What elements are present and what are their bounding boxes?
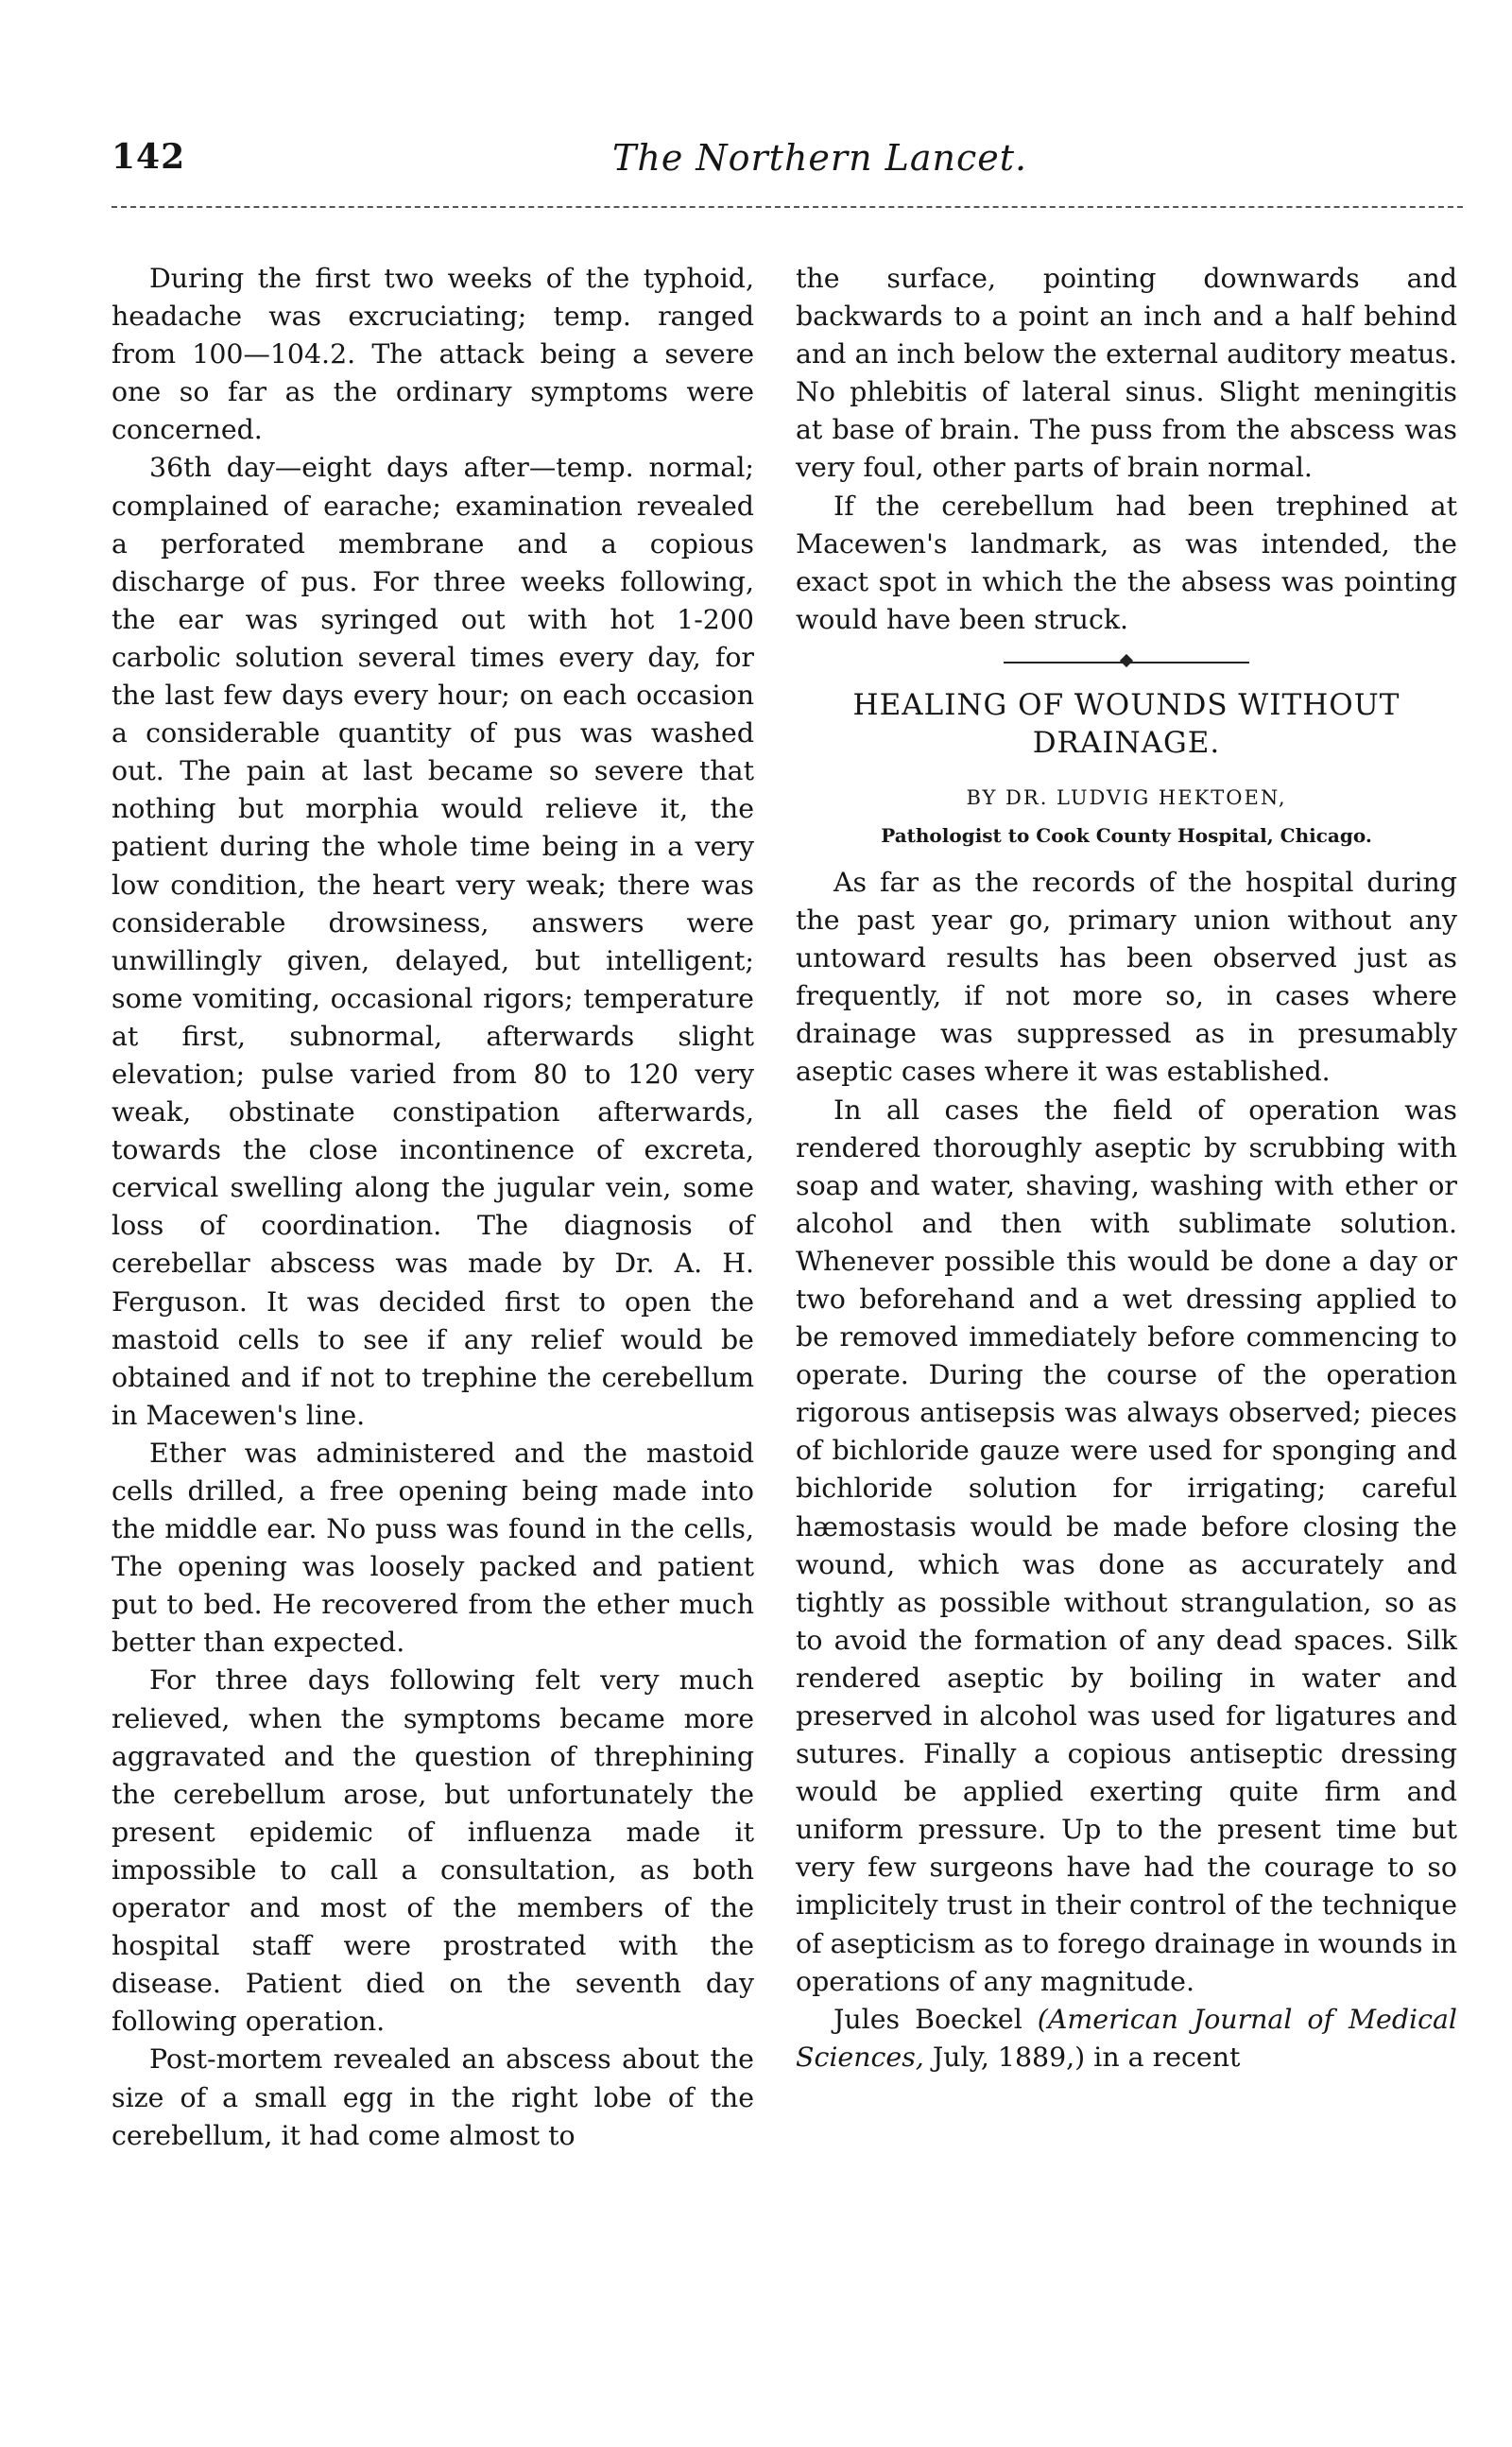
divider-ornament-icon [1120,654,1133,667]
right-continuation: the surface, pointing downwards and backwards to a point an inch and a half behind and an inch below the external auditory meatus. No phlebitis of lateral sinus. Slight meningitis at base of brain. The puss from the abscess was very foul, other parts of brain normal. [796,263,1457,484]
citation-journal: (American Journal of Medical Sciences, [796,2003,1457,2073]
page-header [112,137,1463,194]
left-paragraph-1: During the first two weeks of the typhoid, headache was excruciating; temp. ranged from 100—104.2. The attack being a severe one so far as the ordinary symptoms were concerned. [112,263,754,446]
right-column [796,260,1457,2077]
article-paragraph-3 [796,2001,1457,2077]
section-divider [1004,656,1249,669]
citation-tail: July, 1889,) in a recent [932,2041,1241,2073]
running-head: The Northern Lancet. [612,137,1028,179]
right-closing-paragraph: If the cerebellum had been trephined at Macewen's landmark, as was intended, the exact spot in which the the absess was pointing would have been struck. [796,490,1457,635]
author-affiliation: Pathologist to Cook County Hospital, Chicago. [881,823,1372,847]
left-paragraph-4: For three days following felt very much relieved, when the symptoms became more aggravated and the question of threphining the cerebellum arose, but unfortunately the present epidemic of influenza made it impossible to call a consultation, as both operator and most of the members of the hospital staff were prostrated with the disease. Patient died on the seventh day following operation. [112,1664,754,2038]
left-paragraph-3: Ether was administered and the mastoid cells drilled, a free opening being made into the middle ear. No puss was found in the cells, The opening was loosely packed and patient put to bed. He recovered from the ether much better than expected. [112,1437,754,1659]
header-rule [112,206,1463,208]
left-column [112,260,754,2155]
citation-lead: Jules Boeckel [833,2003,1022,2035]
article-title-line-2: DRAINAGE. [1032,725,1221,760]
article-title [796,686,1457,762]
page-number: 142 [112,137,186,177]
left-paragraph-5: Post-mortem revealed an abscess about the size of a small egg in the right lobe of the cerebellum, it had come almost to [112,2043,754,2151]
article-byline: BY DR. LUDVIG HEKTOEN, [966,785,1287,809]
article-title-line-1: HEALING OF WOUNDS WITHOUT [852,687,1400,722]
left-paragraph-2: 36th day—eight days after—temp. normal; complained of earache; examination revealed a perforated membrane and a copious discharge of pus. For three weeks following, the ear was syringed out with hot 1-200 carbolic solution several times every day, for the last few days every hour; on each occasion a considerable quantity of pus was washed out. The pain at last became so severe that nothing but morphia would relieve it, the patient during the whole time being in a very low condition, the heart very weak; there was considerable drowsiness, answers were unwillingly given, delayed, but intelligent; some vomiting, occasional rigors; temperature at first, subnormal, afterwards slight elevation; pulse varied from 80 to 120 very weak, obstinate constipation afterwards, towards the close incontinence of excreta, cervical swelling along the jugular vein, some loss of coordination. The diagnosis of cerebellar abscess was made by Dr. A. H. Ferguson. It was decided first to open the mastoid cells to see if any relief would be obtained and if not to trephine the cerebellum in Macewen's line. [112,452,754,1431]
article-paragraph-1: As far as the records of the hospital during the past year go, primary union without any untoward results has been observed just as frequently, if not more so, in cases where drainage was suppressed as in presumably aseptic cases where it was established. [796,866,1457,1088]
article-paragraph-2: In all cases the field of operation was rendered thoroughly aseptic by scrubbing with soap and water, shaving, washing with ether or alcohol and then with sublimate solution. Whenever possible this would be done a day or two beforehand and a wet dressing applied to be removed immediately before commencing to operate. During the course of the operation rigorous antisepsis was always observed; pieces of bichloride gauze were used for sponging and bichloride solution for irrigating; careful hæmostasis would be made before closing the wound, which was done as accurately and tightly as possible without strangulation, so as to avoid the formation of any dead spaces. Silk rendered aseptic by boiling in water and preserved in alcohol was used for ligatures and sutures. Finally a copious antiseptic dressing would be applied exerting quite firm and uniform pressure. Up to the present time but very few surgeons have had the courage to so implicitely trust in their control of the technique of asepticism as to forego drainage in wounds in operations of any magnitude. [796,1094,1457,1997]
